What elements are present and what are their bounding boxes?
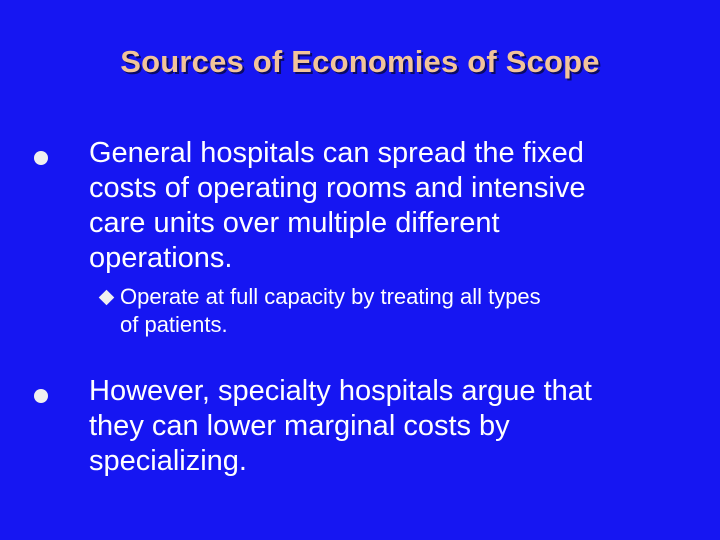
bullet-line: costs of operating rooms and intensive (89, 172, 586, 204)
sub-bullet-line: of patients. (120, 312, 228, 337)
sub-bullet-text (120, 283, 680, 339)
bullet-dot-icon (34, 389, 48, 403)
bullet-line: specializing. (89, 445, 247, 477)
bullet-line: General hospitals can spread the fixed (89, 137, 584, 169)
bullet-line: However, specialty hospitals argue that (89, 375, 592, 407)
bullet-line: operations. (89, 242, 233, 274)
bullet-line: they can lower marginal costs by (89, 410, 510, 442)
slide-title: Sources of Economies of Scope (120, 44, 600, 79)
sub-bullet-line: Operate at full capacity by treating all types (120, 284, 541, 309)
bullet-text (89, 374, 679, 479)
bullet-text (89, 136, 679, 276)
bullet-line: care units over multiple different (89, 207, 500, 239)
diamond-bullet-icon (99, 290, 115, 306)
bullet-dot-icon (34, 151, 48, 165)
